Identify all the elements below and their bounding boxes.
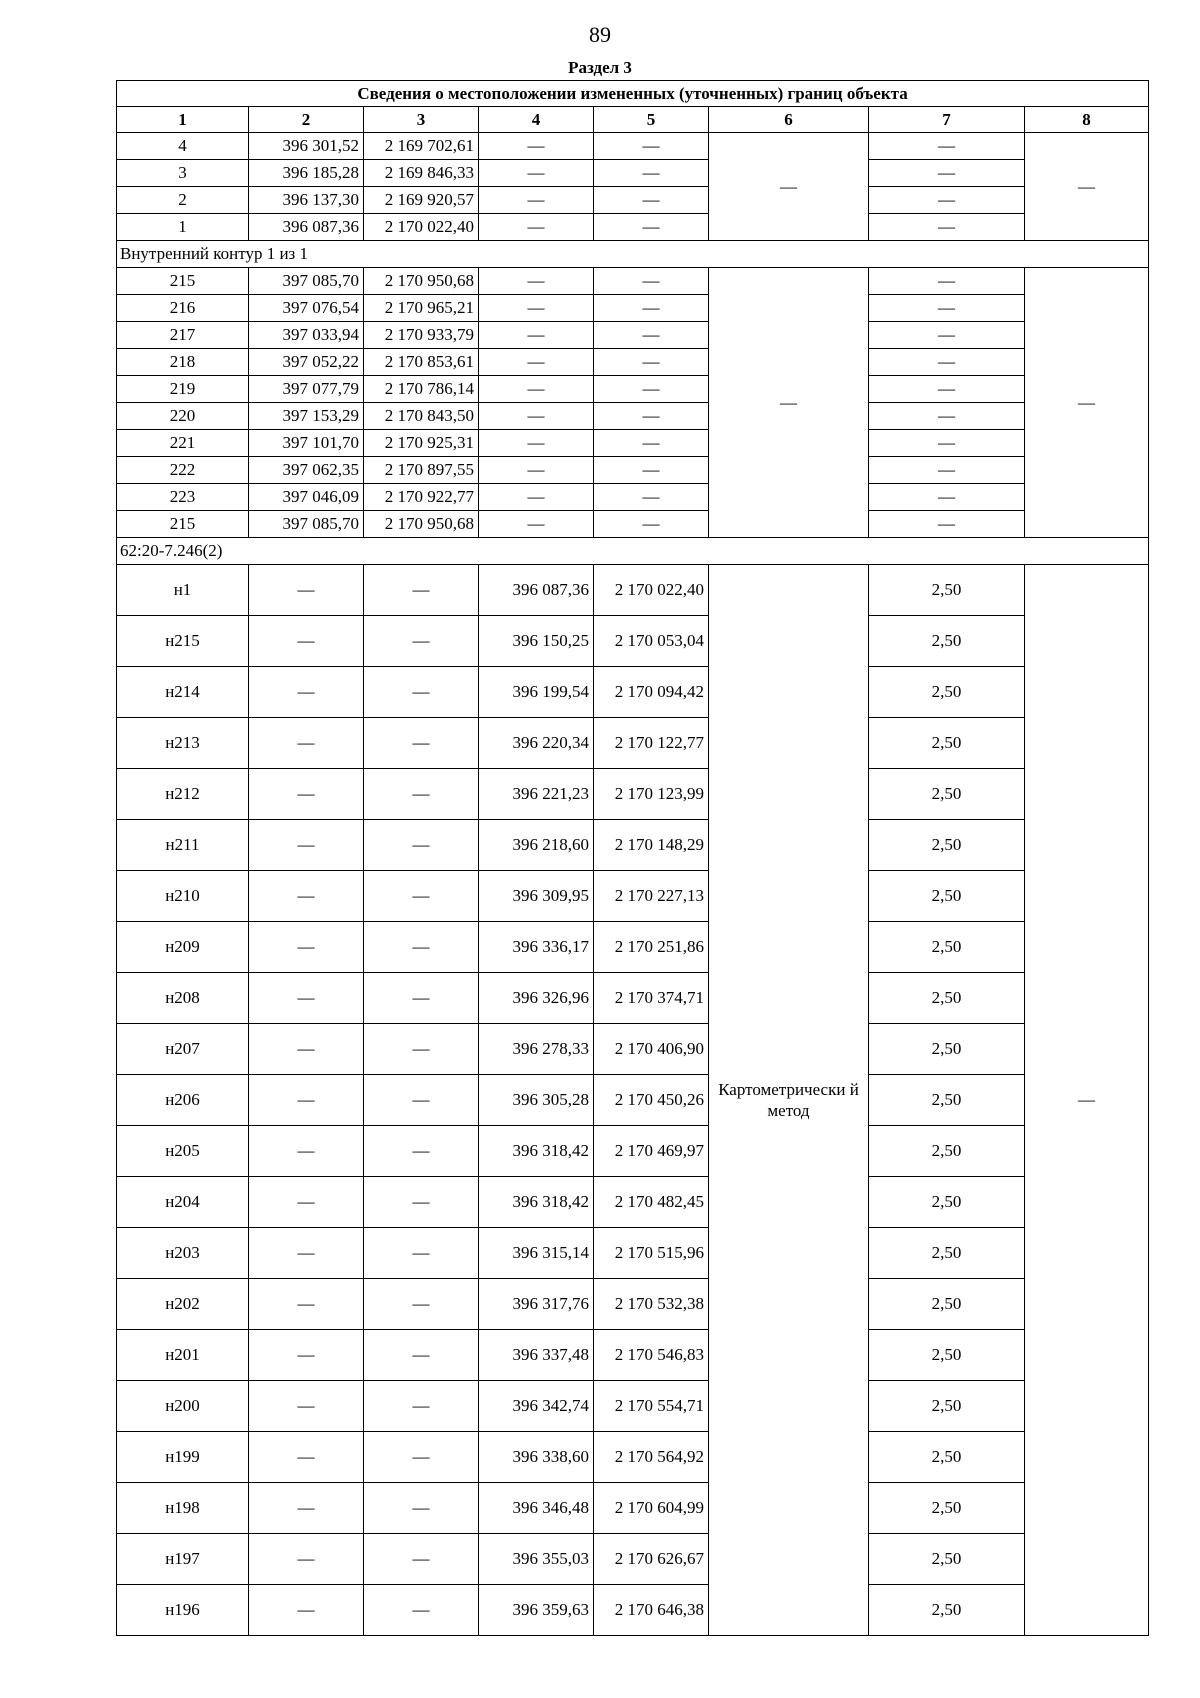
old-y-empty: —: [364, 1126, 479, 1177]
inner-contour-label: Внутренний контур 1 из 1: [117, 241, 1149, 268]
accuracy-empty: —: [869, 430, 1025, 457]
new-x: 396 218,60: [479, 820, 594, 871]
accuracy: 2,50: [869, 973, 1025, 1024]
old-y-empty: —: [364, 667, 479, 718]
accuracy: 2,50: [869, 1228, 1025, 1279]
old-y-empty: —: [364, 718, 479, 769]
accuracy-empty: —: [869, 376, 1025, 403]
old-y: 2 169 846,33: [364, 160, 479, 187]
old-x-empty: —: [249, 667, 364, 718]
new-x-empty: —: [479, 133, 594, 160]
point-id: н209: [117, 922, 249, 973]
old-y-empty: —: [364, 871, 479, 922]
point-id: 1: [117, 214, 249, 241]
old-x: 396 185,28: [249, 160, 364, 187]
point-id: н215: [117, 616, 249, 667]
new-y: 2 170 251,86: [594, 922, 709, 973]
old-x-empty: —: [249, 616, 364, 667]
point-id: 3: [117, 160, 249, 187]
point-id: н1: [117, 565, 249, 616]
new-x-empty: —: [479, 214, 594, 241]
new-y: 2 170 450,26: [594, 1075, 709, 1126]
point-id: н210: [117, 871, 249, 922]
old-x: 397 076,54: [249, 295, 364, 322]
accuracy: 2,50: [869, 1534, 1025, 1585]
old-x: 397 062,35: [249, 457, 364, 484]
accuracy: 2,50: [869, 1177, 1025, 1228]
new-x-empty: —: [479, 268, 594, 295]
old-y-empty: —: [364, 922, 479, 973]
point-id: 223: [117, 484, 249, 511]
new-y: 2 170 123,99: [594, 769, 709, 820]
boundary-table: [116, 80, 1149, 1636]
old-y: 2 169 702,61: [364, 133, 479, 160]
accuracy: 2,50: [869, 667, 1025, 718]
accuracy: 2,50: [869, 1279, 1025, 1330]
new-y: 2 170 554,71: [594, 1381, 709, 1432]
accuracy-empty: —: [869, 511, 1025, 538]
new-y-empty: —: [594, 430, 709, 457]
old-y: 2 170 965,21: [364, 295, 479, 322]
accuracy: 2,50: [869, 1330, 1025, 1381]
column-number: 7: [869, 107, 1025, 133]
table-row: [117, 511, 1149, 538]
new-y: 2 170 148,29: [594, 820, 709, 871]
new-y: 2 170 122,77: [594, 718, 709, 769]
point-id: н212: [117, 769, 249, 820]
table-row: [117, 1381, 1149, 1432]
old-x: 397 077,79: [249, 376, 364, 403]
table-row: [117, 160, 1149, 187]
table-row: [117, 1024, 1149, 1075]
column-number: 6: [709, 107, 869, 133]
column-number-row: [117, 107, 1149, 133]
table-caption: Сведения о местоположении измененных (уточненных) границ объекта: [117, 81, 1149, 107]
table-row: [117, 376, 1149, 403]
old-x: 397 101,70: [249, 430, 364, 457]
accuracy-empty: —: [869, 484, 1025, 511]
new-y: 2 170 469,97: [594, 1126, 709, 1177]
new-x: 396 220,34: [479, 718, 594, 769]
old-y-empty: —: [364, 1432, 479, 1483]
accuracy: 2,50: [869, 1024, 1025, 1075]
new-y: 2 170 626,67: [594, 1534, 709, 1585]
new-x: 396 221,23: [479, 769, 594, 820]
accuracy-empty: —: [869, 403, 1025, 430]
accuracy: 2,50: [869, 616, 1025, 667]
old-x-empty: —: [249, 1330, 364, 1381]
table-row: [117, 718, 1149, 769]
accuracy: 2,50: [869, 718, 1025, 769]
old-x-empty: —: [249, 1585, 364, 1636]
method-empty: —: [709, 268, 869, 538]
old-x-empty: —: [249, 1075, 364, 1126]
new-y: 2 170 022,40: [594, 565, 709, 616]
new-x-empty: —: [479, 349, 594, 376]
table-row: [117, 616, 1149, 667]
accuracy: 2,50: [869, 1585, 1025, 1636]
old-x: 396 087,36: [249, 214, 364, 241]
table-row: [117, 1279, 1149, 1330]
accuracy: 2,50: [869, 922, 1025, 973]
new-x-empty: —: [479, 457, 594, 484]
description-empty: —: [1025, 268, 1149, 538]
point-id: н204: [117, 1177, 249, 1228]
point-id: н213: [117, 718, 249, 769]
old-x-empty: —: [249, 1381, 364, 1432]
accuracy-empty: —: [869, 160, 1025, 187]
new-x: 396 199,54: [479, 667, 594, 718]
old-y-empty: —: [364, 565, 479, 616]
new-x: 396 309,95: [479, 871, 594, 922]
point-id: 215: [117, 511, 249, 538]
description-empty: —: [1025, 133, 1149, 241]
new-y: 2 170 094,42: [594, 667, 709, 718]
table-row: [117, 871, 1149, 922]
old-x-empty: —: [249, 565, 364, 616]
new-y: 2 170 406,90: [594, 1024, 709, 1075]
accuracy-empty: —: [869, 457, 1025, 484]
new-y: 2 170 532,38: [594, 1279, 709, 1330]
new-x-empty: —: [479, 160, 594, 187]
old-x-empty: —: [249, 1432, 364, 1483]
new-y-empty: —: [594, 322, 709, 349]
point-id: 216: [117, 295, 249, 322]
new-y: 2 170 227,13: [594, 871, 709, 922]
old-x-empty: —: [249, 820, 364, 871]
old-x: 397 085,70: [249, 268, 364, 295]
point-id: н198: [117, 1483, 249, 1534]
accuracy-empty: —: [869, 214, 1025, 241]
method: Картометрически й метод: [709, 565, 869, 1636]
table-row: [117, 1075, 1149, 1126]
old-y-empty: —: [364, 1177, 479, 1228]
table-row: [117, 268, 1149, 295]
old-y-empty: —: [364, 973, 479, 1024]
table-row: [117, 457, 1149, 484]
new-y: 2 170 564,92: [594, 1432, 709, 1483]
new-x-empty: —: [479, 376, 594, 403]
table-row: [117, 769, 1149, 820]
point-id: 220: [117, 403, 249, 430]
accuracy: 2,50: [869, 769, 1025, 820]
old-y-empty: —: [364, 1075, 479, 1126]
table-row: [117, 1126, 1149, 1177]
new-x: 396 150,25: [479, 616, 594, 667]
new-y-empty: —: [594, 349, 709, 376]
table-row: [117, 187, 1149, 214]
new-y-empty: —: [594, 160, 709, 187]
new-x: 396 318,42: [479, 1126, 594, 1177]
new-x: 396 359,63: [479, 1585, 594, 1636]
new-x: 396 338,60: [479, 1432, 594, 1483]
accuracy: 2,50: [869, 1075, 1025, 1126]
table-row: [117, 1483, 1149, 1534]
old-y-empty: —: [364, 1024, 479, 1075]
old-y: 2 169 920,57: [364, 187, 479, 214]
point-id: н214: [117, 667, 249, 718]
table-row: [117, 349, 1149, 376]
table-row: [117, 214, 1149, 241]
old-x-empty: —: [249, 1228, 364, 1279]
accuracy: 2,50: [869, 1381, 1025, 1432]
old-x-empty: —: [249, 1279, 364, 1330]
point-id: н200: [117, 1381, 249, 1432]
old-y: 2 170 950,68: [364, 268, 479, 295]
table-row: [117, 1534, 1149, 1585]
new-y-empty: —: [594, 511, 709, 538]
new-y: 2 170 515,96: [594, 1228, 709, 1279]
table-caption-row: [117, 81, 1149, 107]
old-x: 397 052,22: [249, 349, 364, 376]
old-x: 397 085,70: [249, 511, 364, 538]
new-y-empty: —: [594, 403, 709, 430]
table-row: [117, 667, 1149, 718]
old-x-empty: —: [249, 1024, 364, 1075]
section-title: Раздел 3: [568, 58, 632, 77]
new-y: 2 170 646,38: [594, 1585, 709, 1636]
old-x: 396 137,30: [249, 187, 364, 214]
point-id: н201: [117, 1330, 249, 1381]
table-row: [117, 820, 1149, 871]
new-x: 396 342,74: [479, 1381, 594, 1432]
column-number: 2: [249, 107, 364, 133]
point-id: 222: [117, 457, 249, 484]
old-x-empty: —: [249, 1177, 364, 1228]
old-x: 397 033,94: [249, 322, 364, 349]
new-x-empty: —: [479, 322, 594, 349]
point-id: 215: [117, 268, 249, 295]
table-row: [117, 1228, 1149, 1279]
accuracy-empty: —: [869, 268, 1025, 295]
column-number: 4: [479, 107, 594, 133]
table-row: [117, 1432, 1149, 1483]
column-number: 5: [594, 107, 709, 133]
old-x-empty: —: [249, 973, 364, 1024]
table-body: [117, 81, 1149, 1636]
accuracy: 2,50: [869, 820, 1025, 871]
description-empty: —: [1025, 565, 1149, 1636]
point-id: н206: [117, 1075, 249, 1126]
new-x: 396 346,48: [479, 1483, 594, 1534]
new-y-empty: —: [594, 484, 709, 511]
point-id: 4: [117, 133, 249, 160]
new-x: 396 317,76: [479, 1279, 594, 1330]
accuracy: 2,50: [869, 1432, 1025, 1483]
point-id: 221: [117, 430, 249, 457]
point-id: н205: [117, 1126, 249, 1177]
accuracy-empty: —: [869, 187, 1025, 214]
new-y-empty: —: [594, 214, 709, 241]
new-x: 396 305,28: [479, 1075, 594, 1126]
old-y: 2 170 897,55: [364, 457, 479, 484]
table-row: [117, 1585, 1149, 1636]
new-x-empty: —: [479, 403, 594, 430]
accuracy-empty: —: [869, 322, 1025, 349]
old-x-empty: —: [249, 871, 364, 922]
column-number: 3: [364, 107, 479, 133]
new-x-empty: —: [479, 484, 594, 511]
new-x: 396 326,96: [479, 973, 594, 1024]
parcel-label-row: [117, 538, 1149, 565]
column-number: 1: [117, 107, 249, 133]
accuracy-empty: —: [869, 133, 1025, 160]
new-x: 396 355,03: [479, 1534, 594, 1585]
parcel-label: 62:20-7.246(2): [117, 538, 1149, 565]
old-y: 2 170 950,68: [364, 511, 479, 538]
table-row: [117, 403, 1149, 430]
old-y-empty: —: [364, 1483, 479, 1534]
old-y: 2 170 922,77: [364, 484, 479, 511]
new-y-empty: —: [594, 187, 709, 214]
point-id: 2: [117, 187, 249, 214]
point-id: н211: [117, 820, 249, 871]
point-id: н207: [117, 1024, 249, 1075]
accuracy-empty: —: [869, 295, 1025, 322]
table-row: [117, 565, 1149, 616]
old-y-empty: —: [364, 1330, 479, 1381]
old-x-empty: —: [249, 718, 364, 769]
new-x-empty: —: [479, 187, 594, 214]
old-y-empty: —: [364, 1228, 479, 1279]
old-x: 397 046,09: [249, 484, 364, 511]
point-id: н196: [117, 1585, 249, 1636]
old-y-empty: —: [364, 820, 479, 871]
new-x: 396 315,14: [479, 1228, 594, 1279]
old-y: 2 170 843,50: [364, 403, 479, 430]
new-x: 396 318,42: [479, 1177, 594, 1228]
old-y: 2 170 022,40: [364, 214, 479, 241]
accuracy: 2,50: [869, 565, 1025, 616]
new-y-empty: —: [594, 376, 709, 403]
old-x-empty: —: [249, 922, 364, 973]
page-number: 89: [589, 22, 611, 47]
new-y-empty: —: [594, 133, 709, 160]
method-empty: —: [709, 133, 869, 241]
accuracy: 2,50: [869, 1126, 1025, 1177]
table-row: [117, 430, 1149, 457]
old-y-empty: —: [364, 1381, 479, 1432]
old-y-empty: —: [364, 616, 479, 667]
new-y-empty: —: [594, 295, 709, 322]
inner-contour-label-row: [117, 241, 1149, 268]
new-x-empty: —: [479, 295, 594, 322]
point-id: 218: [117, 349, 249, 376]
point-id: н197: [117, 1534, 249, 1585]
point-id: н203: [117, 1228, 249, 1279]
table-row: [117, 1177, 1149, 1228]
point-id: н202: [117, 1279, 249, 1330]
accuracy: 2,50: [869, 871, 1025, 922]
table-row: [117, 322, 1149, 349]
old-y-empty: —: [364, 1534, 479, 1585]
table-row: [117, 973, 1149, 1024]
new-x: 396 087,36: [479, 565, 594, 616]
accuracy-empty: —: [869, 349, 1025, 376]
new-x-empty: —: [479, 511, 594, 538]
new-y: 2 170 604,99: [594, 1483, 709, 1534]
old-y: 2 170 925,31: [364, 430, 479, 457]
table-row: [117, 1330, 1149, 1381]
table-row: [117, 922, 1149, 973]
old-x-empty: —: [249, 769, 364, 820]
point-id: 219: [117, 376, 249, 403]
old-y: 2 170 786,14: [364, 376, 479, 403]
table-row: [117, 133, 1149, 160]
new-y: 2 170 053,04: [594, 616, 709, 667]
old-x: 397 153,29: [249, 403, 364, 430]
column-number: 8: [1025, 107, 1149, 133]
old-x-empty: —: [249, 1126, 364, 1177]
new-x: 396 336,17: [479, 922, 594, 973]
point-id: н208: [117, 973, 249, 1024]
new-y: 2 170 482,45: [594, 1177, 709, 1228]
old-x: 396 301,52: [249, 133, 364, 160]
old-y-empty: —: [364, 1279, 479, 1330]
new-x: 396 337,48: [479, 1330, 594, 1381]
old-y: 2 170 933,79: [364, 322, 479, 349]
new-x: 396 278,33: [479, 1024, 594, 1075]
old-x-empty: —: [249, 1534, 364, 1585]
point-id: н199: [117, 1432, 249, 1483]
old-x-empty: —: [249, 1483, 364, 1534]
point-id: 217: [117, 322, 249, 349]
old-y-empty: —: [364, 1585, 479, 1636]
old-y-empty: —: [364, 769, 479, 820]
table-row: [117, 295, 1149, 322]
new-y-empty: —: [594, 457, 709, 484]
table-row: [117, 484, 1149, 511]
new-y: 2 170 546,83: [594, 1330, 709, 1381]
old-y: 2 170 853,61: [364, 349, 479, 376]
new-x-empty: —: [479, 430, 594, 457]
new-y-empty: —: [594, 268, 709, 295]
new-y: 2 170 374,71: [594, 973, 709, 1024]
accuracy: 2,50: [869, 1483, 1025, 1534]
